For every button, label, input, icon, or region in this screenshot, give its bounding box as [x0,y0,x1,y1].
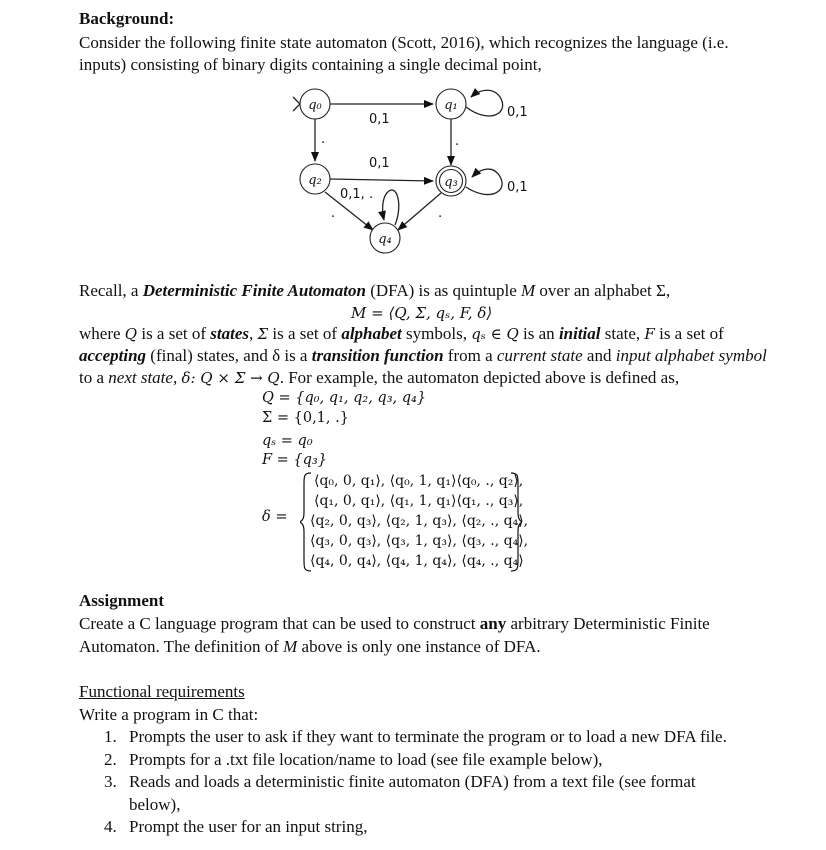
def-F: F = {q₃} [262,452,327,468]
recall-line5: to a next state, δ: Q × Σ → Q. For example, the automaton depicted above is defined as, [79,368,680,387]
right-brace-icon [510,472,522,572]
requirement-item: 4. Prompt the user for an input string, [104,817,368,836]
edge-label-q1-loop: 0,1 [507,105,528,120]
assignment-heading: Assignment [79,591,165,610]
delta-row: ⟨q₃, 0, q₃⟩, ⟨q₃, 1, q₃⟩, ⟨q₃, ., q₄⟩, [310,533,529,549]
quintuple-formula: M = ⟨Q, Σ, qₛ, F, δ⟩ [351,304,493,322]
requirement-item: 2. Prompts for a .txt file location/name to load (see file example below), [104,749,603,769]
text: Recall, a [79,281,143,300]
def-Sigma: Σ = {0,1, .} [262,410,349,426]
text: over an alphabet Σ, [535,281,671,300]
recall-line3: where Q is a set of states, Σ is a set of alphabet symbols, qₛ ∈ Q is an initial state, F is a set of [79,324,724,343]
accepting-term: accepting [79,346,147,365]
dfa-term: Deterministic Finite Automaton [142,281,366,300]
state-label-q2: q₂ [308,173,322,188]
m-symbol: M [521,281,536,300]
requirement-item: 3. Reads and loads a deterministic finite automaton (DFA) from a text file (see format [104,772,696,791]
def-delta-label: δ = [262,509,288,525]
dfa-diagram [285,85,545,260]
transition-function-term: transition function [311,346,444,365]
edge-label-q4-loop: 0,1, . [340,187,374,202]
state-label-q0: q₀ [308,98,322,113]
def-qs: qₛ = q₀ [262,433,313,449]
assignment-line1: Create a C language program that can be used to construct any arbitrary Deterministic Finite [79,614,710,633]
assignment-line2: Automaton. The definition of M above is only one instance of DFA. [79,637,541,656]
state-label-q3: q₃ [444,175,458,190]
edge-label-q2-q4: . [331,206,336,221]
edge-label-q3-q4: . [438,206,443,221]
background-heading: Background: [79,9,175,28]
initial-term: initial [558,324,601,343]
requirement-item: 1. Prompts the user to ask if they want to terminate the program or to load a new DFA file. [104,727,727,746]
edge-label-q3-loop: 0,1 [507,180,528,195]
requirements-intro: Write a program in C that: [79,705,259,724]
requirements-heading: Functional requirements [79,682,245,701]
recall-line1 [79,280,670,302]
delta-row: ⟨q₀, 0, q₁⟩, ⟨q₀, 1, q₁⟩⟨q₀, ., q₂⟩, [314,473,524,489]
delta-row: ⟨q₁, 0, q₁⟩, ⟨q₁, 1, q₁⟩⟨q₁, ., q₃⟩, [314,493,524,509]
edge-label-q2-q3: 0,1 [369,156,390,171]
state-label-q1: q₁ [444,98,458,113]
edge-label-q0-q2: . [321,132,326,147]
start-marker-icon [293,97,300,111]
background-intro-line2: inputs) consisting of binary digits containing a single decimal point, [79,55,542,74]
any-emphasis: any [479,614,507,633]
background-intro-line1: Consider the following finite state automaton (Scott, 2016), which recognizes the language (i.e. [79,33,729,52]
state-label-q4: q₄ [378,232,392,247]
requirement-item-continuation: below), [129,794,181,814]
alphabet-term: alphabet [341,324,402,343]
states-term: states [210,324,250,343]
edge-label-q0-q1: 0,1 [369,112,390,127]
delta-row: ⟨q₄, 0, q₄⟩, ⟨q₄, 1, q₄⟩, ⟨q₄, ., q₄⟩ [310,553,524,569]
edge-label-q1-q3: . [455,134,460,149]
delta-row: ⟨q₂, 0, q₃⟩, ⟨q₂, 1, q₃⟩, ⟨q₂, ., q₄⟩, [310,513,529,529]
requirements-list [104,726,769,839]
text: (DFA) is as quintuple [365,281,521,300]
recall-line4: accepting (final) states, and δ is a transition function from a current state and input alphabet symbol [79,346,767,365]
def-Q: Q = {q₀, q₁, q₂, q₃, q₄} [262,390,427,406]
